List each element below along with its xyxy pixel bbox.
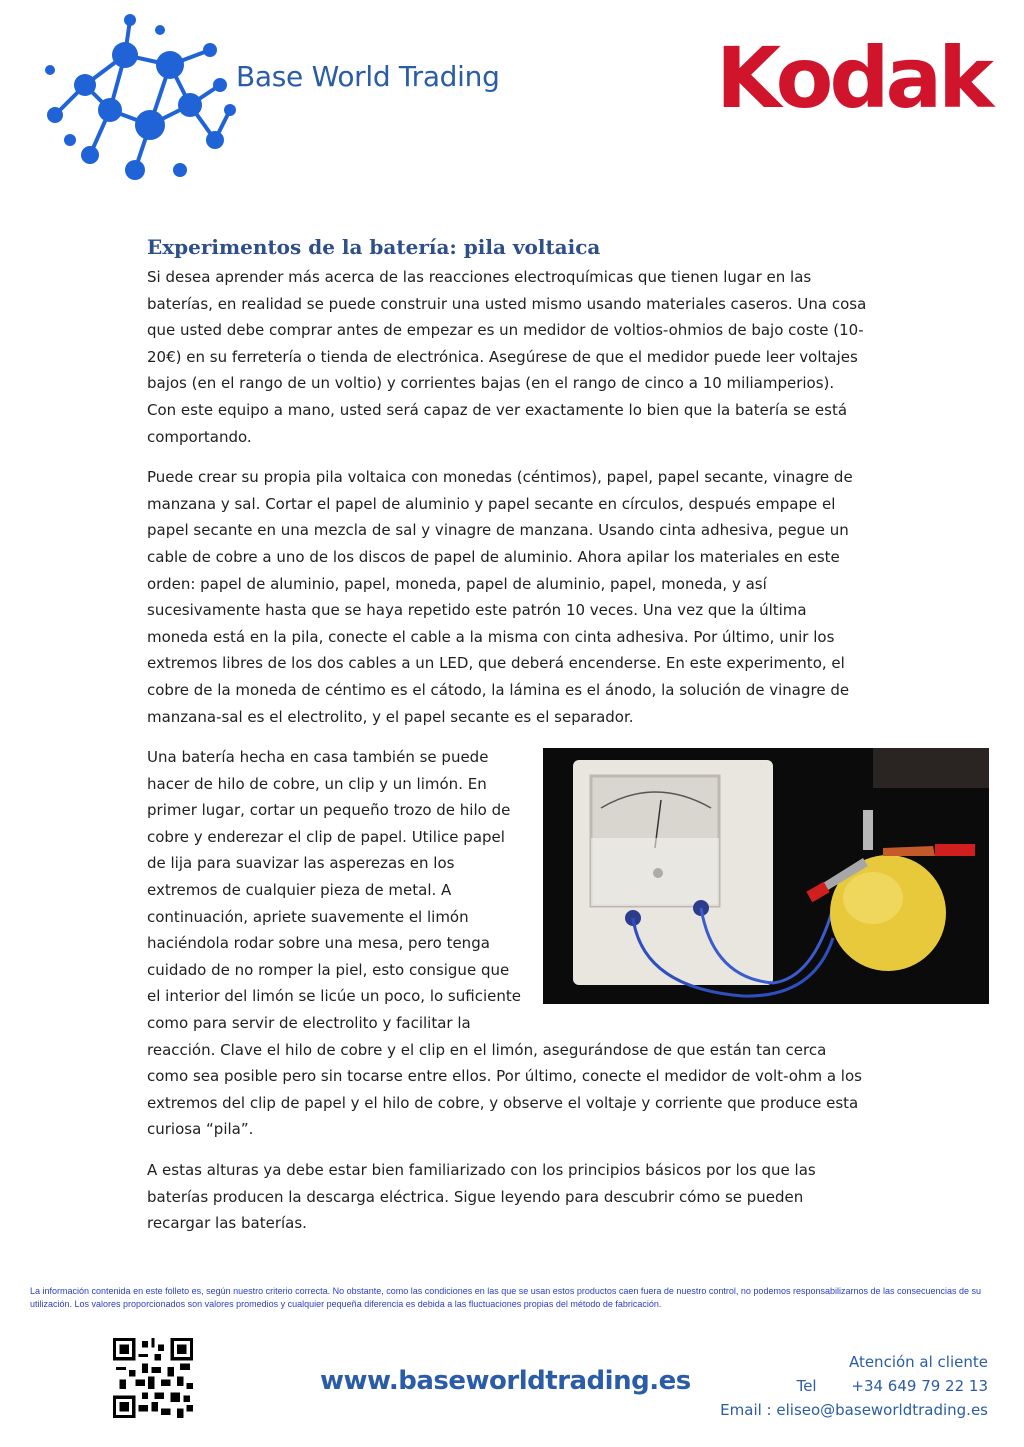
- article-paragraph: Puede crear su propia pila voltaica con monedas (céntimos), papel, papel secante, vinagre de manzana y sal. Cortar el papel de aluminio y papel secante en círculos, después empape el papel secante en una mezcla de sal y vinagre de manzana. Usando cinta adhesiva, pegue un cable de cobre a uno de los discos de papel de aluminio. Ahora apilar los materiales en este orden: papel de aluminio, papel, moneda, papel de aluminio, papel, moneda, y así sucesivamente hasta que se haya repetido este patrón 10 veces. Una vez que la última moneda está en la pila, conecte el cable a la misma con cinta adhesiva. Por último, unir los extremos libres de los dos cables a un LED, que deberá encenderse. En este experimento, el cobre de la moneda de céntimo es el cátodo, la lámina es el ánodo, la solución de vinagre de manzana-sal es el electrolito, y el papel secante es el separador.: [147, 468, 853, 726]
- brand-name: Base World Trading: [236, 60, 500, 93]
- disclaimer: La información contenida en este folleto es, según nuestro criterio correcta. No obstante, como las condiciones en las que se usan estos productos caen fuera de nuestro control, no podemos responsabilizarnos de las consecuencias de su utilización. Los valores proporcionados son valores promedios y cualquier pequeña diferencia es debida a las fluctuaciones propias del método de fabricación.: [30, 1286, 982, 1309]
- kodak-logo: Kodak: [716, 29, 990, 127]
- lemon-battery-illustration: [543, 748, 989, 1004]
- article-title: Experimentos de la batería: pila voltaica: [147, 235, 601, 259]
- tel-label: Tel: [796, 1377, 817, 1395]
- article-paragraph: A estas alturas ya debe estar bien familiarizado con los principios básicos por los que las baterías producen la descarga eléctrica. Sigue leyendo para descubrir cómo se pueden recargar las baterías.: [147, 1161, 816, 1233]
- molecule-logo-icon: [30, 10, 530, 195]
- phone-line: [720, 1374, 988, 1398]
- article-paragraph: Si desea aprender más acerca de las reacciones electroquímicas que tienen lugar en las baterías, en realidad se puede construir una usted mismo usando materiales caseros. Una cosa que usted debe comprar antes de empezar es un medidor de voltios-ohmios de bajo coste (10-20€) en su ferretería o tienda de electrónica. Asegúrese de que el medidor puede leer voltajes bajos (en el rango de un voltio) y corrientes bajas (en el rango de cinco a 10 miliamperios). Con este equipo a mano, usted será capaz de ver exactamente lo bien que la batería se está comportando.: [147, 268, 867, 446]
- tel-number[interactable]: +34 649 79 22 13: [851, 1377, 988, 1395]
- contact-block: [720, 1350, 988, 1422]
- article: [147, 232, 867, 1251]
- article-paragraph: Una batería hecha en casa también se puede hacer de hilo de cobre, un clip y un limón. En primer lugar, cortar un pequeño trozo de hilo de cobre y enderezar el clip de papel. Utilice papel de lija para suavizar las asperezas en los extremos de cualquier pieza de metal. A continuación, apriete suavemente el limón haciéndola rodar sobre una mesa, pero tenga cuidado de no romper la piel, esto consigue que el interior del limón se licúe un poco, lo suficiente como para servir de electrolito y facilitar la reacción. Clave el hilo de cobre y el clip en el limón, asegurándose de que están tan cerca como sea posible pero sin tocarse entre ellos. Por último, conecte el medidor de volt-ohm a los extremos del clip de papel y el hilo de cobre, y observe el voltaje y corriente que produce esta curiosa “pila”.: [147, 748, 862, 1139]
- website-link[interactable]: www.baseworldtrading.es: [320, 1366, 691, 1396]
- lemon-battery-photo: [543, 748, 989, 1004]
- customer-service-label: Atención al cliente: [848, 1353, 988, 1371]
- qr-code-icon[interactable]: [113, 1337, 193, 1419]
- email-link[interactable]: Email : eliseo@baseworldtrading.es: [720, 1401, 988, 1419]
